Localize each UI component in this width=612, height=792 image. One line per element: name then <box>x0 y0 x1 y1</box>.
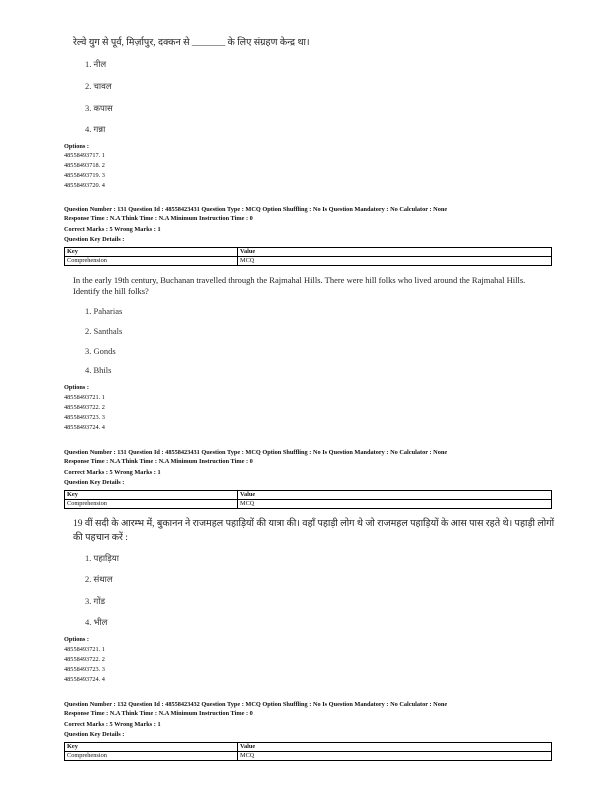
table-cell-value: MCQ <box>238 257 552 266</box>
question-text-line2: Identify the hill folks? <box>73 286 149 296</box>
key-details-table <box>64 490 552 509</box>
options-label: Options : <box>64 143 90 150</box>
question-meta: Question Number : 132 Question Id : 48558423432 Question Type : MCQ Option Shuffling : No Is Question Mandatory : No Calculator : None <box>64 701 448 708</box>
option-id: 48558493723. 3 <box>64 414 105 421</box>
table-header-key: Key <box>65 491 238 500</box>
option-2: 2. संथाल <box>85 574 113 584</box>
table-cell-key: Comprehension <box>65 752 238 761</box>
option-4: 4. गन्ना <box>85 124 106 134</box>
option-id: 48558493721. 1 <box>64 394 105 401</box>
option-id: 48558493719. 3 <box>64 172 105 179</box>
question-text-line1: In the early 19th century, Buchanan travelled through the Rajmahal Hills. There were hill folks who lived around the Rajmahal Hills. <box>73 275 526 285</box>
question-text-line2: की पहचान करें : <box>73 533 128 543</box>
option-4: 4. भील <box>85 617 108 627</box>
table-row <box>65 752 552 761</box>
table-row <box>65 500 552 509</box>
table-header-value: Value <box>238 743 552 752</box>
table-row <box>65 257 552 266</box>
option-3: 3. गोंड <box>85 596 106 606</box>
option-1: 1. नील <box>85 59 107 69</box>
question-text: रेल्वे युग से पूर्व, मिर्ज़ापुर, दक्कन से _______ के लिए संग्रहण केन्द्र था। <box>73 38 310 48</box>
option-id: 48558493722. 2 <box>64 656 105 663</box>
option-2: 2. चावल <box>85 81 112 91</box>
table-cell-key: Comprehension <box>65 257 238 266</box>
option-2: 2. Santhals <box>85 326 123 336</box>
response-meta: Response Time : N.A Think Time : N.A Minimum Instruction Time : 0 <box>64 458 253 465</box>
option-1: 1. पहाड़िया <box>85 553 119 563</box>
key-details-table <box>64 742 552 761</box>
option-id: 48558493722. 2 <box>64 404 105 411</box>
question-meta: Question Number : 131 Question Id : 48558423431 Question Type : MCQ Option Shuffling : No Is Question Mandatory : No Calculator : None <box>64 449 448 456</box>
marks-meta: Correct Marks : 5 Wrong Marks : 1 <box>64 469 161 476</box>
option-1: 1. Paharias <box>85 306 123 316</box>
marks-meta: Correct Marks : 5 Wrong Marks : 1 <box>64 721 161 728</box>
response-meta: Response Time : N.A Think Time : N.A Minimum Instruction Time : 0 <box>64 710 253 717</box>
key-details-label: Question Key Details : <box>64 479 125 486</box>
option-4: 4. Bhils <box>85 365 112 375</box>
table-row <box>65 743 552 752</box>
table-cell-value: MCQ <box>238 500 552 509</box>
key-details-label: Question Key Details : <box>64 236 125 243</box>
table-row <box>65 491 552 500</box>
table-header-value: Value <box>238 491 552 500</box>
response-meta: Response Time : N.A Think Time : N.A Minimum Instruction Time : 0 <box>64 215 253 222</box>
question-meta: Question Number : 131 Question Id : 48558423431 Question Type : MCQ Option Shuffling : No Is Question Mandatory : No Calculator : None <box>64 206 448 213</box>
table-row <box>65 248 552 257</box>
table-cell-key: Comprehension <box>65 500 238 509</box>
table-header-key: Key <box>65 248 238 257</box>
option-id: 48558493720. 4 <box>64 182 105 189</box>
table-header-key: Key <box>65 743 238 752</box>
option-id: 48558493718. 2 <box>64 162 105 169</box>
option-id: 48558493717. 1 <box>64 152 105 159</box>
table-cell-value: MCQ <box>238 752 552 761</box>
option-id: 48558493724. 4 <box>64 676 105 683</box>
option-3: 3. कपास <box>85 103 113 113</box>
option-id: 48558493723. 3 <box>64 666 105 673</box>
key-details-label: Question Key Details : <box>64 731 125 738</box>
key-details-table <box>64 247 552 266</box>
option-id: 48558493724. 4 <box>64 424 105 431</box>
option-3: 3. Gonds <box>85 346 116 356</box>
table-header-value: Value <box>238 248 552 257</box>
marks-meta: Correct Marks : 5 Wrong Marks : 1 <box>64 226 161 233</box>
question-text-line1: 19 वीं सदी के आरम्भ में, बुकानन ने राजमहल पहाड़ियों की यात्रा की। वहाँ पहाड़ी लोग थे जो राजमहल पहाड़ियों के आस पास रहते थे। पहाड़ी लोगों <box>73 519 555 529</box>
option-id: 48558493721. 1 <box>64 646 105 653</box>
options-label: Options : <box>64 384 90 391</box>
options-label: Options : <box>64 636 90 643</box>
